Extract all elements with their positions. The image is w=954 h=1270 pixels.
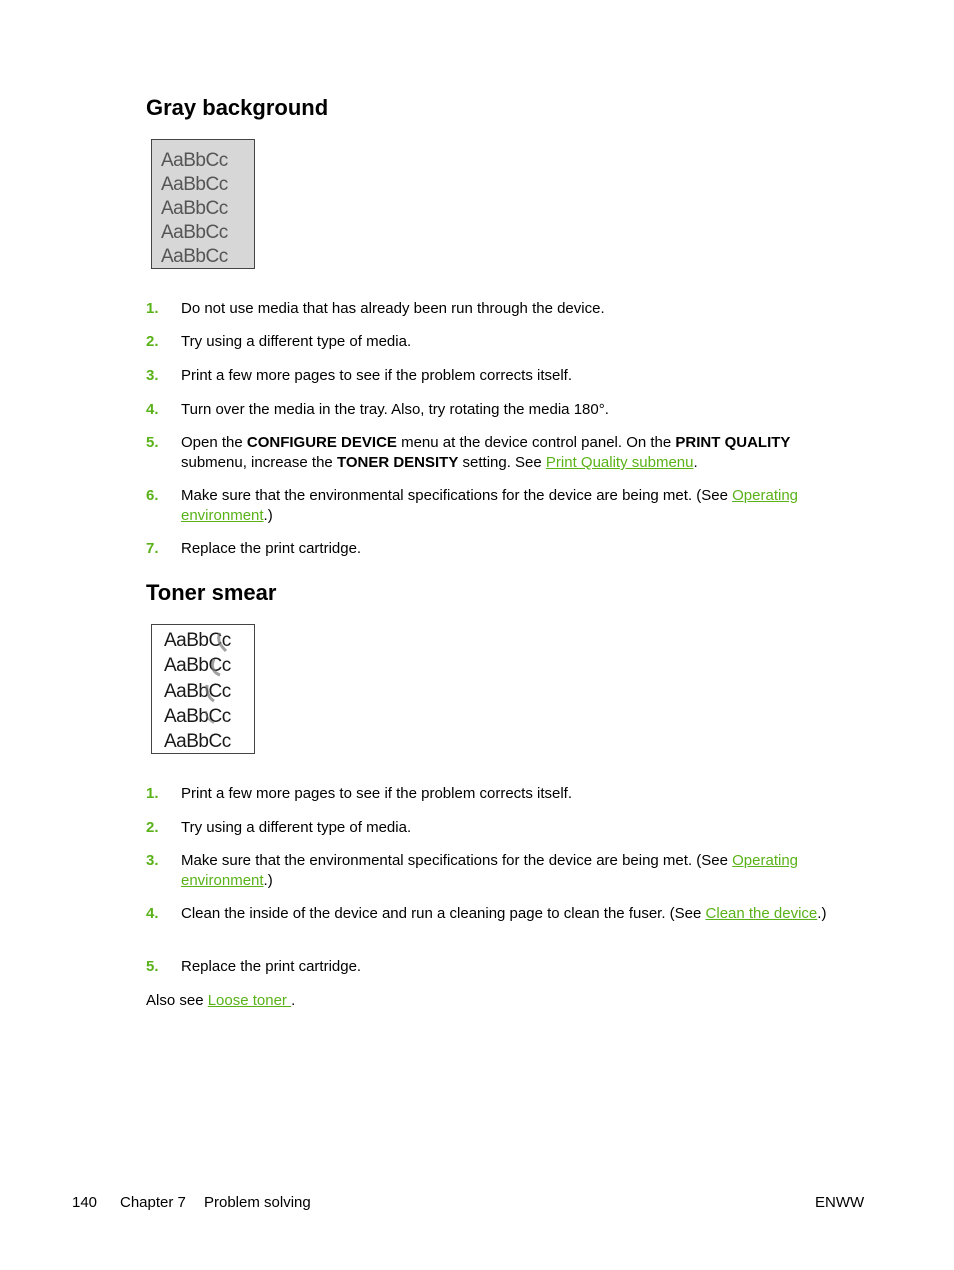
sample-text-line: AaBbCc <box>161 198 228 219</box>
sample-text-line: AaBbCc <box>164 655 231 676</box>
also-see-line <box>146 991 295 1011</box>
sample-text-line: AaBbCc <box>161 222 228 243</box>
step-text <box>181 851 851 891</box>
step-text-run: . <box>693 454 698 471</box>
step-text <box>181 784 851 804</box>
step-text-run: Print a few more pages to see if the problem corrects itself. <box>181 785 573 802</box>
also-see-suffix: . <box>291 992 296 1009</box>
section-heading-gray-background: Gray background <box>146 95 329 120</box>
toner-smear-sample-image <box>151 624 255 754</box>
sample-text-line: AaBbCc <box>161 246 228 267</box>
footer-enww: ENWW <box>815 1194 865 1211</box>
section-heading-toner-smear: Toner smear <box>146 580 277 605</box>
step-text-run: .) <box>263 507 273 524</box>
sample-text-line: AaBbCc <box>164 681 231 702</box>
print-quality-submenu-link[interactable]: Print Quality submenu <box>545 454 694 471</box>
sample-text-line: AaBbCc <box>164 630 231 651</box>
step-number: 1. <box>146 300 159 317</box>
step-number: 3. <box>146 367 159 384</box>
sample-text-line: AaBbCc <box>161 174 228 195</box>
step-text <box>181 818 851 838</box>
step-text-run: .) <box>817 905 827 922</box>
step-text-run: menu at the device control panel. On the <box>396 434 676 451</box>
footer-page-number: 140 <box>72 1194 98 1211</box>
step-number: 5. <box>146 958 159 975</box>
step-number: 2. <box>146 333 159 350</box>
sample-text-line: AaBbCc <box>164 731 231 752</box>
gray-background-sample-image <box>151 139 255 269</box>
footer-chapter-title: Problem solving <box>204 1194 311 1211</box>
step-text-run: Try using a different type of media. <box>181 333 412 350</box>
step-text <box>181 957 851 977</box>
step-text <box>181 904 851 924</box>
step-text-run: Print a few more pages to see if the problem corrects itself. <box>181 367 573 384</box>
step-number: 4. <box>146 905 159 922</box>
step-text <box>181 332 851 352</box>
step-text-run: Do not use media that has already been run through the device. <box>181 300 605 317</box>
step-text-run: Replace the print cartridge. <box>181 958 362 975</box>
step-number: 3. <box>146 852 159 869</box>
bold-menu-name: TONER DENSITY <box>336 454 459 471</box>
bold-menu-name: PRINT QUALITY <box>675 434 791 451</box>
sample-text-line: AaBbCc <box>161 150 228 171</box>
step-text <box>181 400 851 420</box>
step-text-run: setting. See <box>458 454 546 471</box>
loose-toner-link[interactable]: Loose toner <box>207 992 292 1009</box>
step-text-run: Make sure that the environmental specifications for the device are being met. (See <box>181 487 733 504</box>
step-number: 1. <box>146 785 159 802</box>
also-see-prefix: Also see <box>146 992 208 1009</box>
step-text-run: .) <box>263 872 273 889</box>
operating-environment-link[interactable]: Operating environment <box>181 852 799 889</box>
toner-smear-marks <box>152 625 256 755</box>
operating-environment-link[interactable]: Operating environment <box>181 487 799 524</box>
step-text <box>181 539 851 559</box>
footer-chapter: Chapter 7 <box>120 1194 186 1211</box>
step-text <box>181 299 851 319</box>
step-text-run: Replace the print cartridge. <box>181 540 362 557</box>
step-number: 2. <box>146 819 159 836</box>
step-text <box>181 433 851 473</box>
sample-text-line: AaBbCc <box>164 706 231 727</box>
step-text-run: Clean the inside of the device and run a cleaning page to clean the fuser. (See <box>181 905 706 922</box>
bold-menu-name: CONFIGURE DEVICE <box>246 434 397 451</box>
step-number: 4. <box>146 401 159 418</box>
step-text-run: Make sure that the environmental specifications for the device are being met. (See <box>181 852 733 869</box>
step-text-run: submenu, increase the <box>181 454 337 471</box>
step-text-run: Turn over the media in the tray. Also, try rotating the media 180°. <box>181 401 609 418</box>
step-text-run: Open the <box>181 434 247 451</box>
step-number: 6. <box>146 487 159 504</box>
step-text <box>181 366 851 386</box>
step-number: 5. <box>146 434 159 451</box>
step-text-run: Try using a different type of media. <box>181 819 412 836</box>
clean-the-device-link[interactable]: Clean the device <box>705 905 818 922</box>
step-number: 7. <box>146 540 159 557</box>
step-text <box>181 486 851 526</box>
